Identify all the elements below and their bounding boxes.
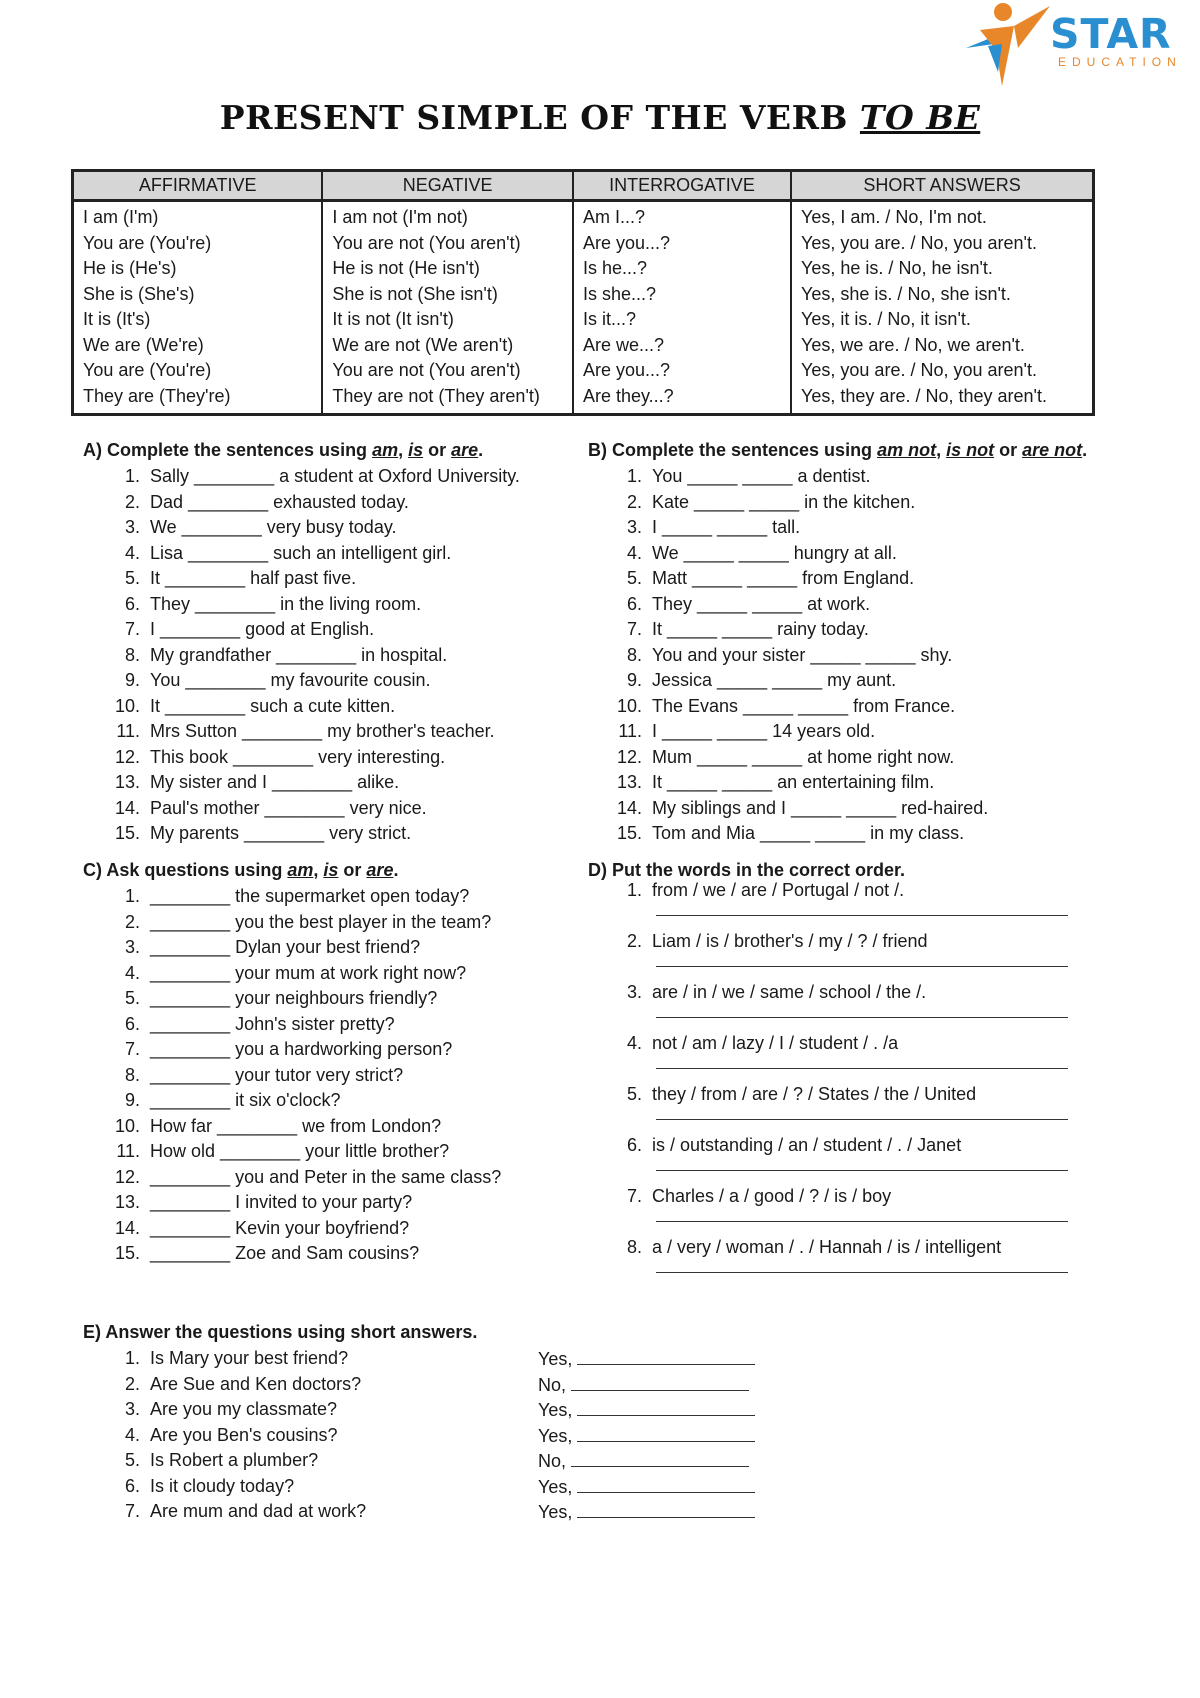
exercise-item	[110, 1216, 501, 1242]
item-number: 2.	[124, 491, 140, 512]
item-number: 15.	[616, 823, 642, 843]
question-text: Is it cloudy today?	[150, 1475, 295, 1496]
short-answers-column	[791, 201, 1093, 415]
item-number: 10.	[114, 1115, 140, 1136]
exercise-item	[110, 464, 520, 490]
item-number: 2.	[626, 931, 642, 951]
answer-line[interactable]	[656, 1017, 1068, 1018]
answer-prefix: Yes,	[538, 1397, 755, 1424]
exercise-item	[110, 910, 501, 936]
short-answer-item	[110, 1474, 578, 1500]
star-figure-icon	[958, 0, 1058, 88]
item-number: 7.	[124, 1501, 140, 1521]
section-c-title: C) Ask questions using am, is or are.	[83, 860, 399, 880]
exercise-item	[612, 821, 988, 847]
item-text: It _____ _____ rainy today.	[652, 619, 869, 639]
item-number: 10.	[114, 695, 140, 716]
item-text: a / very / woman / . / Hannah / is / intelligent	[652, 1237, 1002, 1257]
short-answer-item	[110, 1499, 578, 1525]
item-number: 1.	[124, 466, 140, 486]
exercise-item	[612, 515, 988, 541]
item-number: 8.	[626, 1237, 642, 1257]
exercise-item	[110, 745, 520, 771]
exercise-item	[110, 1037, 501, 1063]
item-text: ________ Kevin your boyfriend?	[150, 1217, 410, 1238]
item-number: 4.	[124, 542, 140, 563]
table-cell: Yes, we are. / No, we aren't.	[801, 334, 1025, 355]
table-cell: He is not (He isn't)	[332, 258, 480, 278]
table-cell: We are (We're)	[83, 334, 204, 355]
item-number: 14.	[114, 797, 140, 818]
item-number: 5.	[124, 568, 140, 588]
word-order-item	[620, 982, 1001, 1033]
exercise-item	[110, 796, 520, 822]
item-number: 6.	[626, 593, 642, 614]
item-text: Mum _____ _____ at home right now.	[652, 746, 955, 767]
item-number: 13.	[616, 772, 642, 792]
item-number: 9.	[626, 670, 642, 690]
exercise-item	[612, 719, 988, 745]
item-number: 12.	[114, 746, 140, 767]
table-cell: You are not (You aren't)	[332, 360, 521, 380]
item-number: 6.	[626, 1135, 642, 1155]
item-number: 11.	[116, 1141, 140, 1161]
item-number: 4.	[124, 1424, 140, 1445]
answer-prefix: No,	[538, 1372, 749, 1399]
item-number: 15.	[114, 823, 140, 843]
question-text: Are Sue and Ken doctors?	[150, 1373, 362, 1394]
table-cell: I am (I'm)	[83, 207, 159, 227]
answer-blank[interactable]	[577, 1474, 755, 1493]
exercise-item	[110, 1063, 501, 1089]
exercise-item	[612, 541, 988, 567]
item-number: 6.	[124, 1013, 140, 1034]
answer-prefix: No,	[538, 1448, 749, 1475]
exercise-item	[612, 745, 988, 771]
item-number: 1.	[124, 1348, 140, 1368]
item-text: ________ the supermarket open today?	[150, 886, 470, 906]
logo-wordmark: STAR	[1050, 10, 1172, 58]
item-text: Kate _____ _____ in the kitchen.	[652, 491, 916, 512]
table-cell: They are not (They aren't)	[332, 385, 540, 406]
logo-subtitle: EDUCATION	[1058, 55, 1182, 69]
question-text: Are you my classmate?	[150, 1399, 338, 1419]
word-order-item	[620, 880, 1001, 931]
exercise-item	[110, 566, 520, 592]
affirmative-column	[73, 201, 323, 415]
exercise-item	[110, 719, 520, 745]
item-number: 7.	[626, 619, 642, 639]
table-cell: Is he...?	[582, 258, 647, 278]
item-text: They _____ _____ at work.	[652, 593, 871, 614]
item-text: Paul's mother ________ very nice.	[150, 797, 427, 818]
word-order-item	[620, 1237, 1001, 1288]
section-e-title: E) Answer the questions using short answers.	[83, 1322, 478, 1342]
word-order-item	[620, 1084, 1001, 1135]
table-cell: Yes, you are. / No, you aren't.	[801, 360, 1037, 380]
item-text: Lisa ________ such an intelligent girl.	[150, 542, 452, 563]
item-number: 5.	[124, 988, 140, 1008]
item-text: Matt _____ _____ from England.	[652, 568, 915, 588]
short-answer-item	[110, 1448, 572, 1474]
table-cell: Yes, he is. / No, he isn't.	[801, 258, 993, 278]
section-b-list	[612, 464, 988, 847]
answer-prefix: Yes,	[538, 1346, 755, 1373]
section-a-list	[110, 464, 520, 847]
section-e-list	[110, 1346, 578, 1525]
exercise-item	[110, 1190, 501, 1216]
item-text: They ________ in the living room.	[150, 593, 422, 614]
table-cell: Yes, they are. / No, they aren't.	[801, 385, 1047, 406]
item-text: are / in / we / same / school / the /.	[652, 982, 927, 1002]
table-cell: It is not (It isn't)	[332, 309, 454, 329]
header-affirmative: AFFIRMATIVE	[73, 171, 323, 201]
item-text: Jessica _____ _____ my aunt.	[652, 670, 897, 690]
item-text: ________ I invited to your party?	[150, 1192, 413, 1212]
header-interrogative: INTERROGATIVE	[573, 171, 791, 201]
item-text: I _____ _____ tall.	[652, 517, 801, 537]
item-number: 9.	[124, 1090, 140, 1110]
exercise-item	[110, 1012, 501, 1038]
item-number: 7.	[124, 1039, 140, 1059]
item-text: This book ________ very interesting.	[150, 746, 446, 767]
section-d-list	[620, 880, 1001, 1288]
exercise-item	[110, 770, 520, 796]
table-cell: Am I...?	[582, 207, 645, 227]
item-text: We _____ _____ hungry at all.	[652, 542, 897, 563]
grammar-table	[71, 169, 1095, 416]
item-number: 3.	[124, 1399, 140, 1419]
exercise-item	[110, 668, 520, 694]
item-text: Sally ________ a student at Oxford University.	[150, 466, 520, 486]
item-text: You and your sister _____ _____ shy.	[652, 644, 953, 665]
star-education-logo	[958, 0, 1188, 88]
word-order-item	[620, 1033, 1001, 1084]
item-number: 2.	[124, 911, 140, 932]
item-text: My sister and I ________ alike.	[150, 772, 400, 792]
table-cell: She is (She's)	[83, 283, 195, 304]
table-cell: I am not (I'm not)	[332, 207, 468, 227]
answer-blank[interactable]	[577, 1423, 755, 1442]
exercise-item	[110, 490, 520, 516]
item-number: 5.	[124, 1450, 140, 1470]
item-text: ________ you a hardworking person?	[150, 1039, 453, 1059]
section-a-title: A) Complete the sentences using am, is or are.	[83, 440, 484, 460]
item-text: It _____ _____ an entertaining film.	[652, 772, 935, 792]
item-text: I _____ _____ 14 years old.	[652, 721, 876, 741]
item-text: ________ Dylan your best friend?	[150, 937, 421, 957]
item-number: 5.	[626, 1084, 642, 1104]
table-cell: You are (You're)	[83, 360, 212, 380]
exercise-item	[612, 796, 988, 822]
item-number: 4.	[626, 1033, 642, 1053]
item-text: Dad ________ exhausted today.	[150, 491, 409, 512]
item-number: 2.	[124, 1373, 140, 1394]
item-text: We ________ very busy today.	[150, 517, 397, 537]
item-number: 11.	[618, 721, 642, 741]
exercise-item	[612, 770, 988, 796]
word-order-item	[620, 1135, 1001, 1186]
item-number: 10.	[616, 695, 642, 716]
item-number: 5.	[626, 568, 642, 588]
item-text: is / outstanding / an / student / . / Janet	[652, 1135, 962, 1155]
item-number: 1.	[626, 466, 642, 486]
item-number: 7.	[124, 619, 140, 639]
item-text: ________ you and Peter in the same class?	[150, 1166, 502, 1187]
exercise-item	[110, 961, 501, 987]
item-text: I ________ good at English.	[150, 619, 375, 639]
item-number: 4.	[124, 962, 140, 983]
exercise-item	[612, 592, 988, 618]
item-text: Tom and Mia _____ _____ in my class.	[652, 823, 965, 843]
title-emphasis: TO BE	[859, 98, 981, 137]
answer-line[interactable]	[656, 915, 1068, 916]
short-answer-item	[110, 1423, 578, 1449]
table-cell: They are (They're)	[83, 385, 231, 406]
item-number: 2.	[626, 491, 642, 512]
table-cell: We are not (We aren't)	[332, 334, 514, 355]
exercise-item	[110, 541, 520, 567]
question-text: Are mum and dad at work?	[150, 1501, 367, 1521]
question-text: Is Robert a plumber?	[150, 1450, 319, 1470]
exercise-item	[612, 643, 988, 669]
answer-prefix: Yes,	[538, 1474, 755, 1501]
item-number: 15.	[114, 1243, 140, 1263]
item-number: 8.	[124, 1064, 140, 1085]
short-answer-item	[110, 1397, 578, 1423]
table-cell: Yes, I am. / No, I'm not.	[801, 207, 987, 227]
answer-line[interactable]	[656, 1272, 1068, 1273]
item-text: ________ you the best player in the team?	[150, 911, 492, 932]
exercise-item	[110, 1114, 501, 1140]
exercise-item	[110, 1241, 501, 1267]
table-cell: Yes, you are. / No, you aren't.	[801, 232, 1037, 253]
table-cell: Are we...?	[582, 334, 664, 355]
exercise-item	[612, 694, 988, 720]
table-cell: You are not (You aren't)	[332, 232, 521, 253]
table-cell: Is it...?	[582, 309, 636, 329]
item-number: 4.	[626, 542, 642, 563]
item-text: they / from / are / ? / States / the / United	[652, 1084, 977, 1104]
item-text: Charles / a / good / ? / is / boy	[652, 1186, 892, 1206]
item-number: 8.	[626, 644, 642, 665]
header-negative: NEGATIVE	[322, 171, 573, 201]
item-text: ________ it six o'clock?	[150, 1090, 341, 1110]
answer-blank[interactable]	[577, 1346, 755, 1365]
short-answer-item	[110, 1372, 572, 1398]
table-cell: Are you...?	[582, 232, 670, 253]
exercise-item	[612, 490, 988, 516]
item-text: ________ your neighbours friendly?	[150, 988, 438, 1008]
answer-blank[interactable]	[577, 1499, 755, 1518]
item-number: 1.	[124, 886, 140, 906]
exercise-item	[110, 1165, 501, 1191]
item-text: My siblings and I _____ _____ red-haired.	[652, 797, 989, 818]
item-number: 1.	[626, 880, 642, 900]
exercise-item	[110, 1139, 501, 1165]
exercise-item	[110, 515, 520, 541]
section-b-title: B) Complete the sentences using am not, is not or are not.	[588, 440, 1088, 460]
exercise-item	[110, 935, 501, 961]
answer-line[interactable]	[656, 1221, 1068, 1222]
table-cell: He is (He's)	[83, 258, 177, 278]
item-number: 14.	[114, 1217, 140, 1238]
section-c-list	[110, 884, 501, 1267]
item-number: 11.	[116, 721, 140, 741]
item-text: Mrs Sutton ________ my brother's teacher.	[150, 721, 495, 741]
question-text: Is Mary your best friend?	[150, 1348, 349, 1368]
item-text: ________ Zoe and Sam cousins?	[150, 1243, 420, 1263]
exercise-item	[110, 1088, 501, 1114]
exercise-item	[110, 643, 520, 669]
item-text: ________ John's sister pretty?	[150, 1013, 395, 1034]
item-number: 13.	[114, 772, 140, 792]
answer-blank[interactable]	[577, 1397, 755, 1416]
item-number: 3.	[124, 937, 140, 957]
answer-prefix: Yes,	[538, 1423, 755, 1450]
table-cell: Is she...?	[582, 283, 656, 304]
item-number: 3.	[626, 982, 642, 1002]
table-header-row	[73, 171, 1094, 201]
item-text: My parents ________ very strict.	[150, 823, 412, 843]
exercise-item	[612, 668, 988, 694]
exercise-item	[110, 884, 501, 910]
negative-column	[322, 201, 573, 415]
item-text: My grandfather ________ in hospital.	[150, 644, 448, 665]
item-text: not / am / lazy / I / student / . /a	[652, 1033, 899, 1053]
item-text: Liam / is / brother's / my / ? / friend	[652, 931, 928, 951]
item-text: How old ________ your little brother?	[150, 1141, 450, 1161]
table-cell: It is (It's)	[83, 309, 151, 329]
item-text: It ________ half past five.	[150, 568, 357, 588]
answer-prefix: Yes,	[538, 1499, 755, 1526]
item-number: 12.	[616, 746, 642, 767]
item-number: 3.	[124, 517, 140, 537]
item-number: 8.	[124, 644, 140, 665]
table-cell: She is not (She isn't)	[332, 283, 498, 304]
item-number: 12.	[114, 1166, 140, 1187]
exercise-item	[110, 694, 520, 720]
page-title: PRESENT SIMPLE OF THE VERB TO BE	[219, 98, 981, 137]
table-cell: Yes, it is. / No, it isn't.	[801, 309, 971, 329]
item-text: The Evans _____ _____ from France.	[652, 695, 956, 716]
header-short-answers: SHORT ANSWERS	[791, 171, 1093, 201]
exercise-item	[612, 566, 988, 592]
table-cell: Are you...?	[582, 360, 670, 380]
item-text: You ________ my favourite cousin.	[150, 670, 431, 690]
answer-line[interactable]	[656, 1170, 1068, 1171]
item-text: ________ your tutor very strict?	[150, 1064, 404, 1085]
item-text: It ________ such a cute kitten.	[150, 695, 396, 716]
interrogative-column	[573, 201, 791, 415]
table-cell: Yes, she is. / No, she isn't.	[801, 283, 1011, 304]
word-order-item	[620, 931, 1001, 982]
exercise-item	[110, 821, 520, 847]
item-number: 6.	[124, 593, 140, 614]
exercise-item	[110, 617, 520, 643]
exercise-item	[110, 592, 520, 618]
short-answer-item	[110, 1346, 578, 1372]
answer-blank[interactable]	[571, 1448, 749, 1467]
answer-blank[interactable]	[571, 1372, 749, 1391]
exercise-item	[110, 986, 501, 1012]
section-d-title: D) Put the words in the correct order.	[588, 860, 906, 880]
item-number: 14.	[616, 797, 642, 818]
exercise-item	[612, 617, 988, 643]
item-number: 3.	[626, 517, 642, 537]
question-text: Are you Ben's cousins?	[150, 1424, 338, 1445]
exercise-item	[612, 464, 988, 490]
item-number: 7.	[626, 1186, 642, 1206]
item-number: 9.	[124, 670, 140, 690]
table-cell: Are they...?	[582, 385, 674, 406]
word-order-item	[620, 1186, 1001, 1237]
table-cell: You are (You're)	[83, 232, 212, 253]
item-text: How far ________ we from London?	[150, 1115, 442, 1136]
item-number: 6.	[124, 1475, 140, 1496]
answer-line[interactable]	[656, 966, 1068, 967]
item-text: You _____ _____ a dentist.	[652, 466, 871, 486]
item-text: ________ your mum at work right now?	[150, 962, 467, 983]
item-text: from / we / are / Portugal / not /.	[652, 880, 905, 900]
answer-line[interactable]	[656, 1119, 1068, 1120]
item-number: 13.	[114, 1192, 140, 1212]
answer-line[interactable]	[656, 1068, 1068, 1069]
